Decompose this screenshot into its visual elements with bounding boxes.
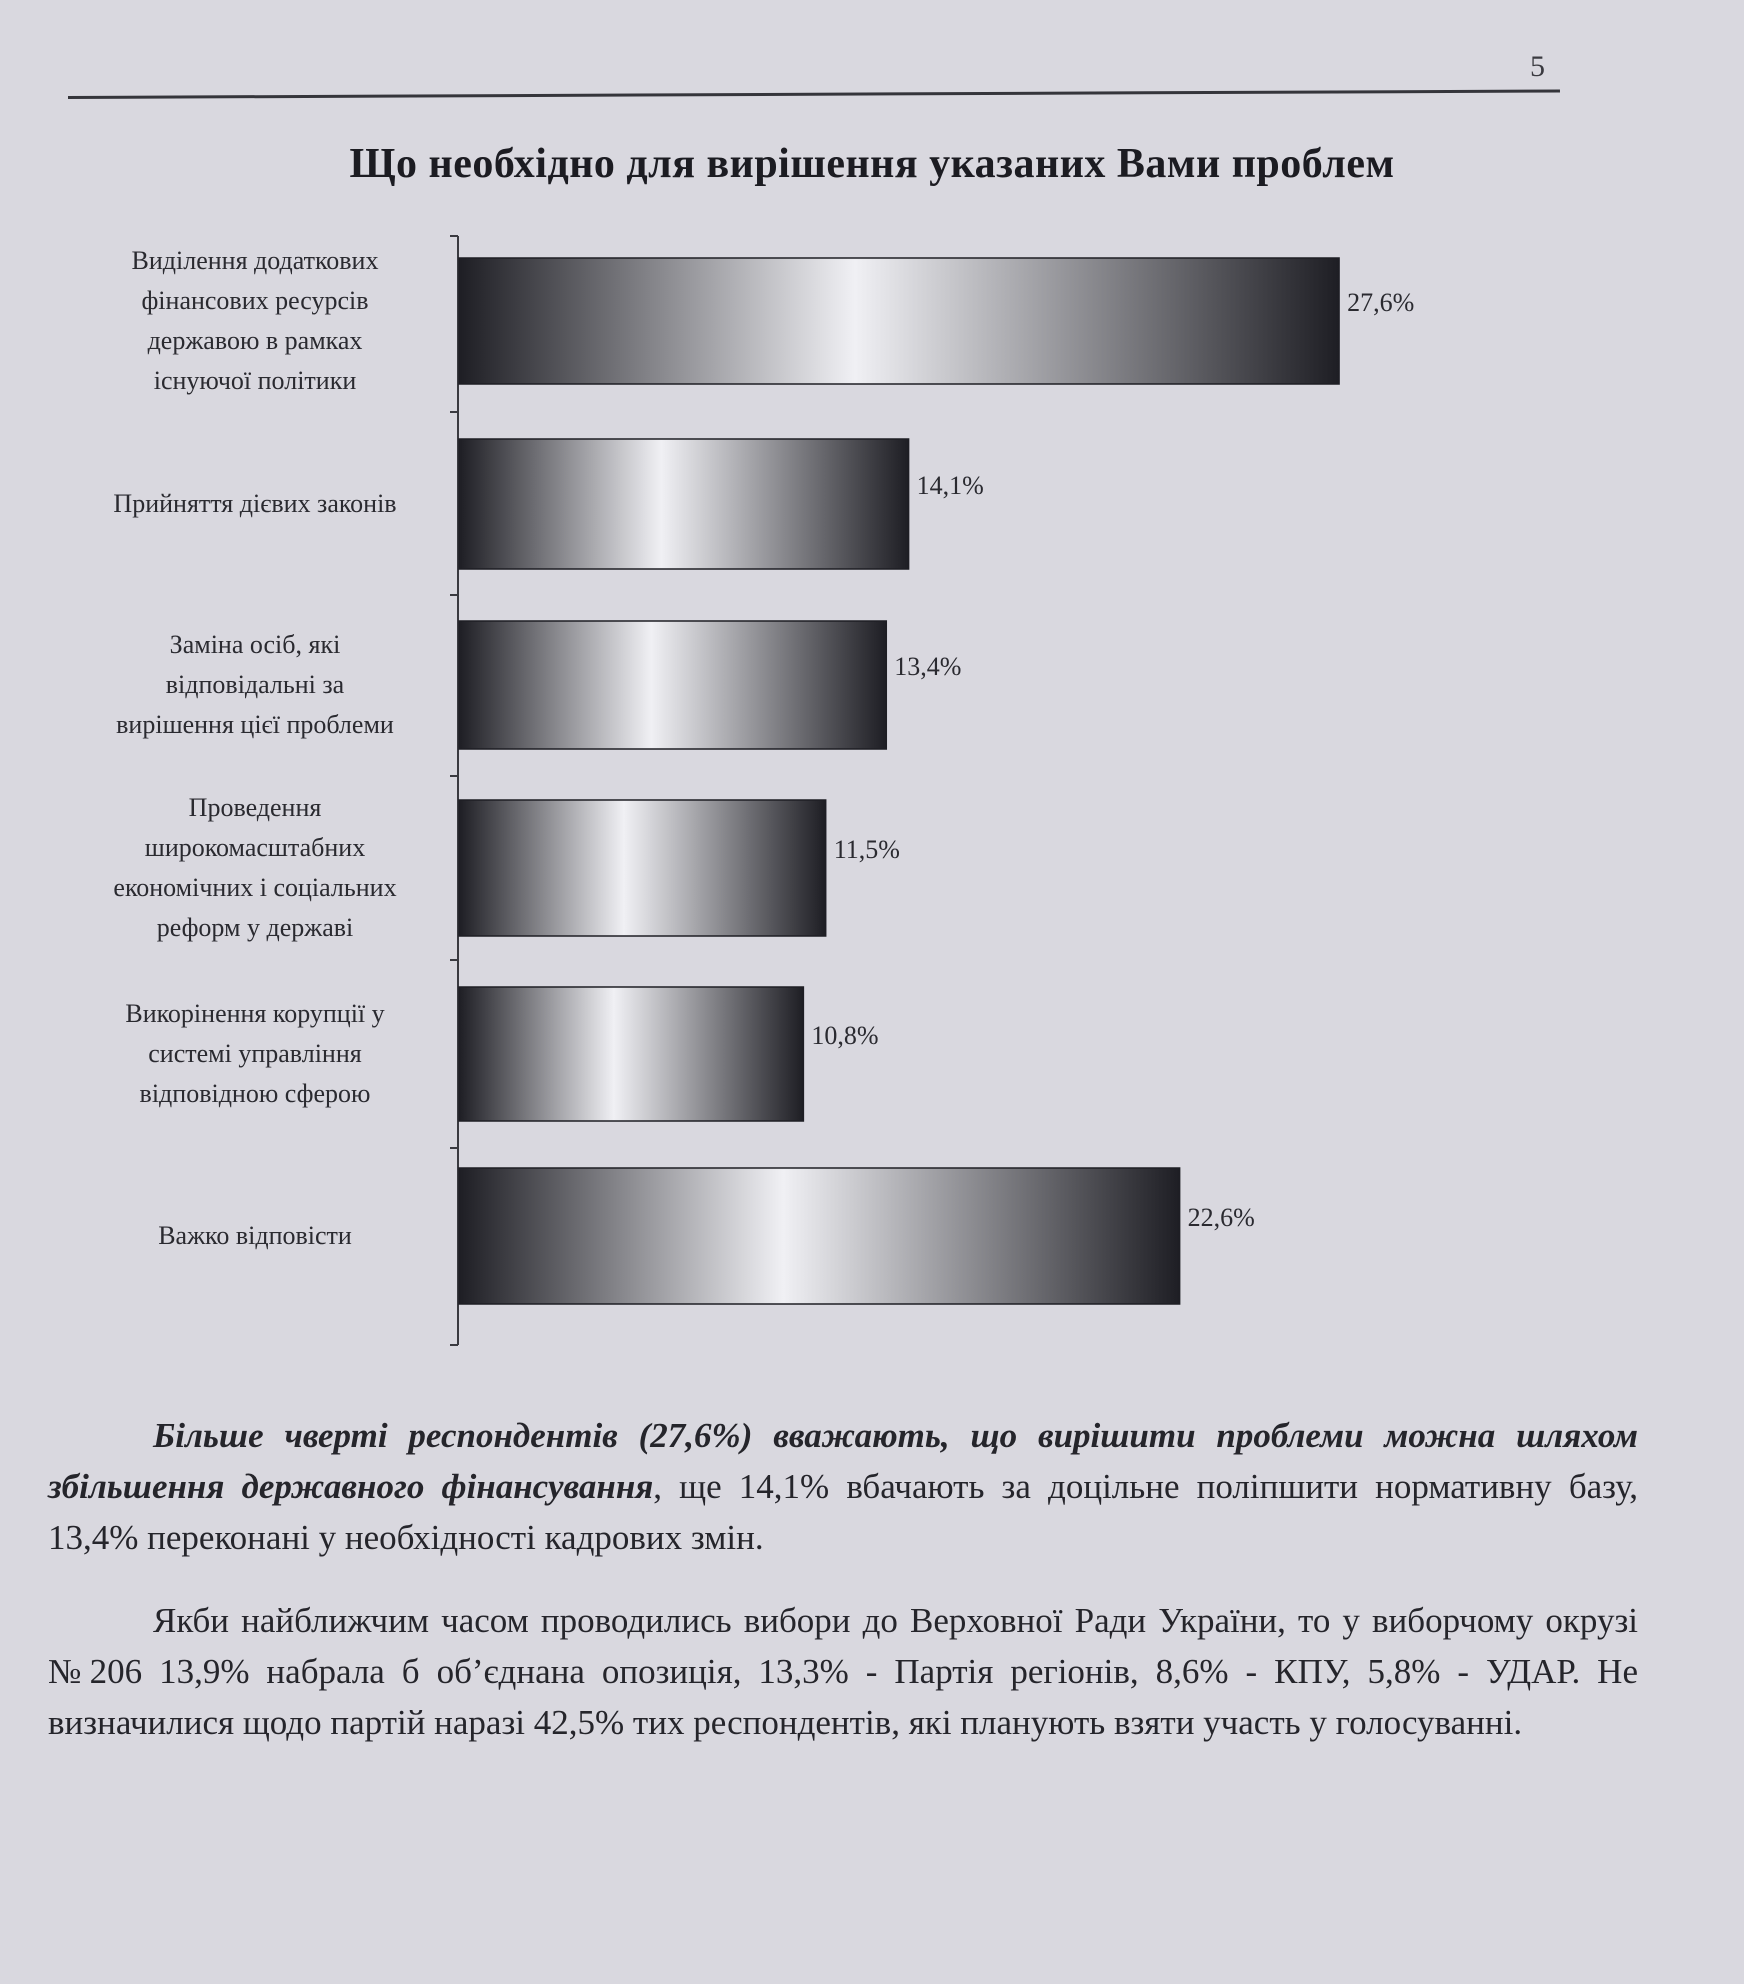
category-label-6 <box>60 1216 450 1256</box>
value-label-6: 22,6% <box>1187 1203 1255 1232</box>
category-label-line: Заміна осіб, які <box>169 630 341 659</box>
category-label-line: Важко відповісти <box>158 1221 352 1250</box>
paragraph-2 <box>48 1595 1638 1748</box>
paragraph-1 <box>48 1410 1638 1563</box>
category-label-line: Проведення <box>188 793 322 822</box>
value-label-5: 10,8% <box>811 1021 879 1050</box>
bar-1 <box>459 258 1339 384</box>
category-label-2 <box>60 484 450 524</box>
category-label-line: Виділення додаткових <box>131 246 379 275</box>
paragraph-1-rest: , ще 14,1% вбачають за доцільне поліпшити нормативну базу, 13,4% переконані у необхідності кадрових змін. <box>48 1467 1638 1557</box>
category-label-5 <box>60 994 450 1114</box>
category-label-line: Прийняття дієвих законів <box>113 489 397 518</box>
bar-3 <box>459 621 886 749</box>
category-label-line: реформ у державі <box>156 913 354 942</box>
category-label-line: вирішення цієї проблеми <box>116 710 394 739</box>
paragraph-2-text: Якби найближчим часом проводились вибори до Верховної Ради України, то у виборчому окрузі №206 13,9% набрала б об’єднана опозиція, 13,3% - Партія регіонів, 8,6% - КПУ, 5,8% - УДАР. Не визначилися щодо партій наразі 42,5% тих респондентів, які планують взяти участь у голосуванні. <box>48 1601 1638 1742</box>
category-label-line: відповідною сферою <box>139 1079 371 1108</box>
value-label-3: 13,4% <box>894 652 962 681</box>
category-label-line: існуючої політики <box>153 366 357 395</box>
chart-title: Що необхідно для вирішення указаних Вами проблем <box>349 141 1395 187</box>
category-label-line: економічних і соціальних <box>113 873 397 902</box>
category-label-line: відповідальні за <box>165 670 345 699</box>
category-label-3 <box>60 625 450 745</box>
page-number: 5 <box>1530 50 1545 83</box>
value-label-2: 14,1% <box>916 471 984 500</box>
value-label-4: 11,5% <box>833 835 900 864</box>
category-label-line: широкомасштабних <box>144 833 366 862</box>
bar-4 <box>459 800 826 936</box>
category-label-4 <box>60 788 450 948</box>
category-label-line: державою в рамках <box>147 326 363 355</box>
bar-6 <box>459 1168 1180 1304</box>
category-label-1 <box>60 241 450 401</box>
category-label-line: системі управління <box>148 1039 362 1068</box>
paragraph-1-emphasis: Більше чверті респондентів (27,6%) вважають, що вирішити проблеми можна шляхом збільшення державного фінансування <box>48 1416 1638 1506</box>
bar-5 <box>459 987 803 1121</box>
bar-2 <box>459 439 909 569</box>
category-label-line: Викорінення корупції у <box>125 999 385 1028</box>
value-label-1: 27,6% <box>1347 288 1415 317</box>
category-label-line: фінансових ресурсів <box>141 286 369 315</box>
